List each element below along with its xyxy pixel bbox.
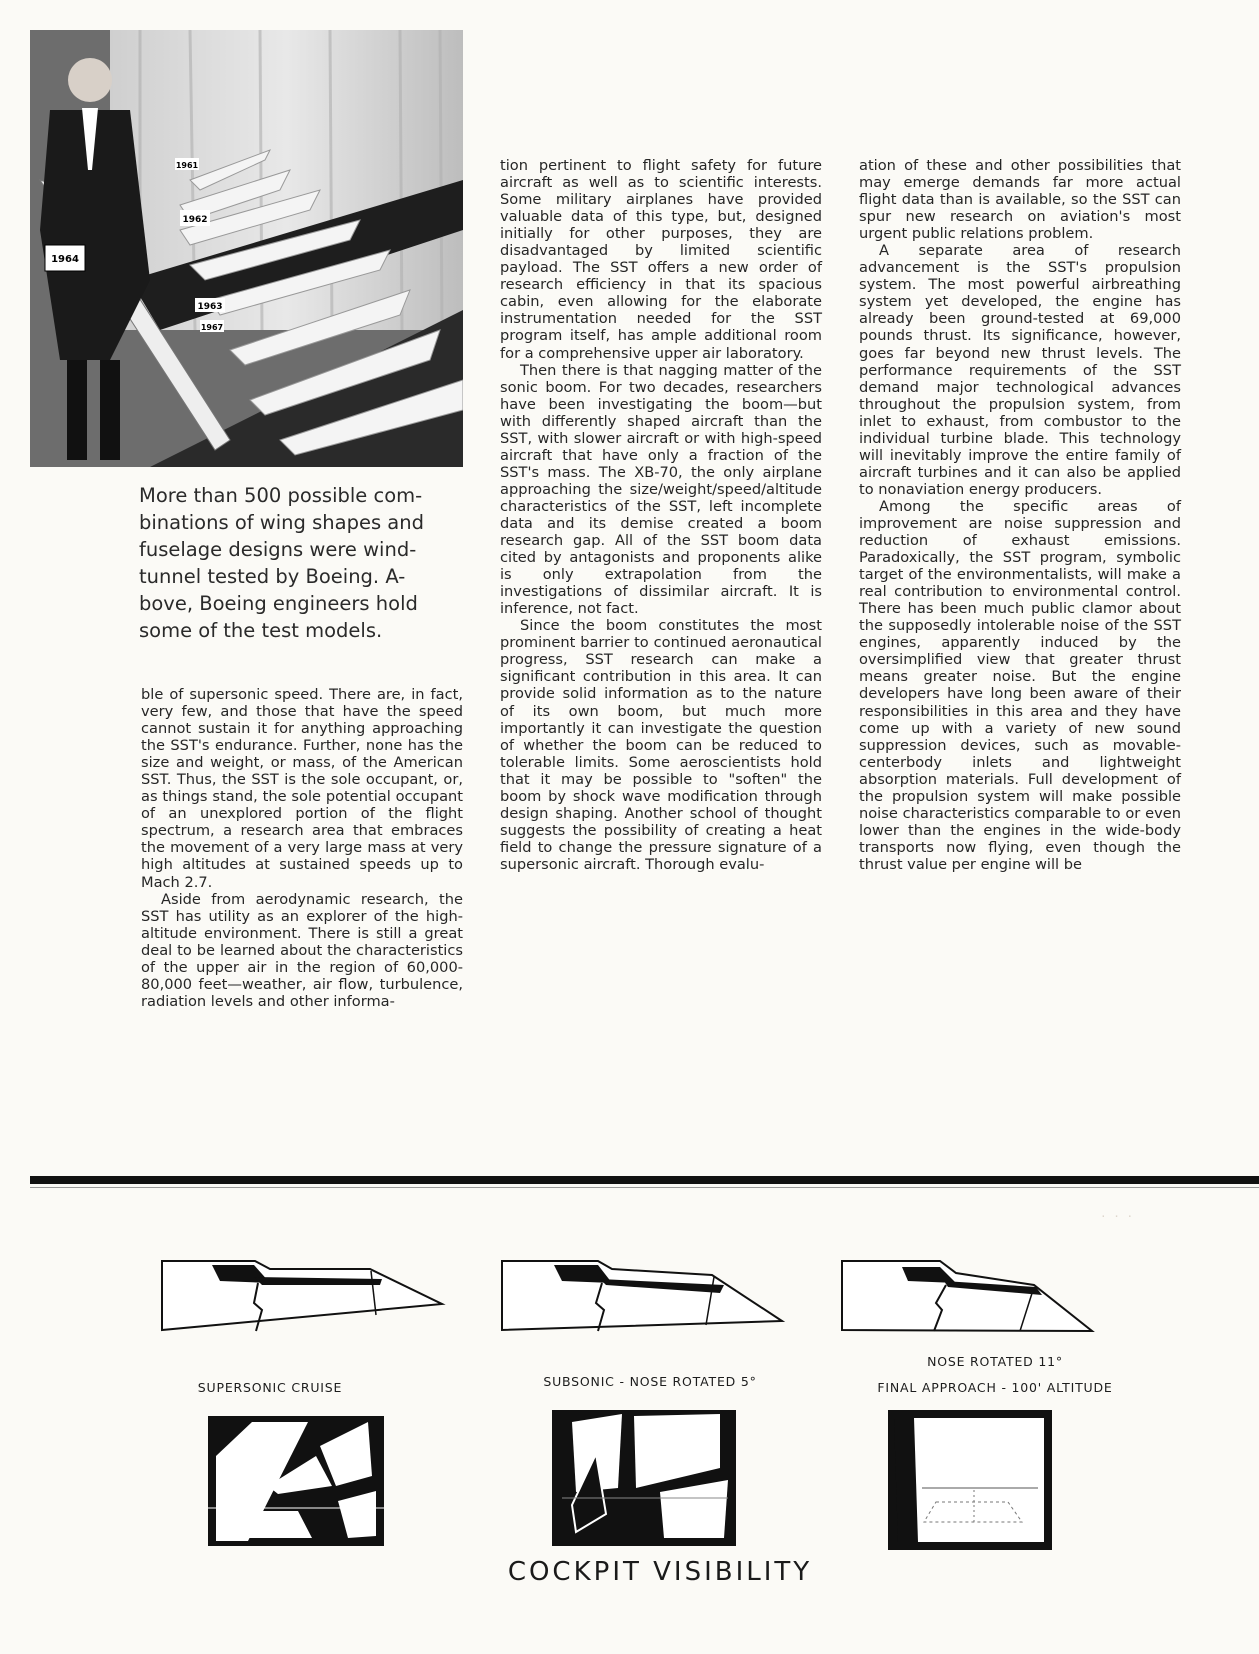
bleed-through: · · · bbox=[1100, 1210, 1134, 1223]
paragraph: tion pertinent to flight safety for future aircraft as well as to scientific interests. Some military airplanes have provided valuable data of this type, but, designed initially for other purposes, they are disadvantaged by limited scientific payload. The SST offers a new order of research efficiency in that its spacious cabin, even allowing for the elaborate instrumentation needed for the SST program itself, has ample additional room for a comprehensive upper air laboratory. bbox=[500, 157, 822, 362]
cockpit-view-supersonic bbox=[208, 1416, 384, 1546]
photo-caption bbox=[139, 482, 451, 644]
label-supersonic-cruise: SUPERSONIC CRUISE bbox=[197, 1380, 343, 1395]
year-tag: 1964 bbox=[51, 254, 79, 265]
paragraph: ble of supersonic speed. There are, in fact, very few, and those that have the speed cannot sustain it for anything approaching the SST's endurance. Further, none has the size and weight, or mass, of the American SST. Thus, the SST is the sole occupant, or, as things stand, the sole potential occupant of an unexplored portion of the flight spectrum, a research area that embraces the movement of a very large mass at very high altitudes at sustained speeds up to Mach 2.7. bbox=[141, 686, 463, 891]
caption-line: bove, Boeing engineers hold bbox=[139, 592, 418, 615]
paragraph: Since the boom constitutes the most prominent barrier to continued aeronautical progress, SST research can make a significant contribution in this area. It can provide solid information as to the nature of its own boom, but much more importantly it can investigate the question of whether the boom can be reduced to tolerable limits. Some aeroscientists hold that it may be possible to "soften" the boom by shock wave modification through design shaping. Another school of thought suggests the possibility of creating a heat field to change the pressure signature of a supersonic aircraft. Thorough evalu- bbox=[500, 617, 822, 873]
article-column-1 bbox=[141, 686, 463, 1010]
cockpit-view-final-approach bbox=[888, 1410, 1052, 1550]
test-models-photo bbox=[30, 30, 463, 467]
article-column-2 bbox=[500, 157, 822, 873]
caption-line: More than 500 possible com- bbox=[139, 484, 423, 507]
nose-profile-final-approach bbox=[830, 1255, 1130, 1340]
label-subsonic: SUBSONIC - NOSE ROTATED 5° bbox=[543, 1374, 757, 1389]
photo-illustration bbox=[30, 30, 463, 467]
year-tag: 1962 bbox=[182, 215, 208, 225]
caption-line: tunnel tested by Boeing. A- bbox=[139, 565, 406, 588]
article-column-3 bbox=[859, 157, 1181, 873]
year-tag: 1961 bbox=[175, 161, 199, 170]
caption-line: binations of wing shapes and bbox=[139, 511, 424, 534]
section-divider-thin bbox=[30, 1187, 1259, 1188]
paragraph: Among the specific areas of improvement are noise suppression and reduction of exhaust emissions. Paradoxically, the SST program, symbolic target of the environmentalists, will make a real contribution to environmental control. There has been much public clamor about the supposedly intolerable noise of the SST engines, apparently induced by the oversimplified view that greater thrust means greater noise. But the engine developers have long been aware of their responsibilities in this area and they have come up with a variety of new sound suppression devices, such as movable-centerbody inlets and lightweight absorption materials. Full development of the propulsion system will make possible noise characteristics comparable to or even lower than the engines in the wide-body transports now flying, even though the thrust value per engine will be bbox=[859, 497, 1181, 873]
figure-title: COCKPIT VISIBILITY bbox=[507, 1557, 813, 1587]
cockpit-view-subsonic bbox=[552, 1410, 736, 1546]
nose-profile-supersonic bbox=[150, 1255, 450, 1340]
paragraph: Then there is that nagging matter of the sonic boom. For two decades, researchers have been investigating the boom—but with differently shaped aircraft than the SST, with slower aircraft or with high-speed aircraft that have only a fraction of the SST's mass. The XB-70, the only airplane approaching the size/weight/speed/altitude characteristics of the SST, left incomplete data and its demise created a boom research gap. All of the SST boom data cited by antagonists and proponents alike is only extrapolation from the investigations of dissimilar aircraft. It is inference, not fact. bbox=[500, 361, 822, 618]
label-final-approach: FINAL APPROACH - 100' ALTITUDE bbox=[877, 1380, 1113, 1395]
year-tag: 1967 bbox=[200, 323, 224, 332]
caption-line: some of the test models. bbox=[139, 619, 383, 642]
year-tag: 1963 bbox=[197, 302, 223, 312]
paragraph: Aside from aerodynamic research, the SST has utility as an explorer of the high-altitude environment. There is still a great deal to be learned about the characteristics of the upper air in the region of 60,000-80,000 feet—weather, air flow, turbulence, radiation levels and other informa- bbox=[141, 890, 463, 1010]
paragraph: ation of these and other possibilities that may emerge demands far more actual flight data than is available, so the SST can spur new research on aviation's most urgent public relations problem. bbox=[859, 157, 1181, 243]
paragraph: A separate area of research advancement is the SST's propulsion system. The most powerful airbreathing system yet developed, the engine has already been ground-tested at 69,000 pounds thrust. Its significance, however, goes far beyond new thrust levels. The performance requirements of the SST demand major technological advances throughout the propulsion system, from inlet to exhaust, from combustor to the individual turbine blade. This technology will inevitably improve the entire family of aircraft turbines and it can also be applied to nonaviation energy producers. bbox=[859, 242, 1181, 498]
nose-profile-subsonic bbox=[490, 1255, 790, 1340]
label-nose-rotated-11: NOSE ROTATED 11° bbox=[927, 1354, 1063, 1369]
caption-line: fuselage designs were wind- bbox=[139, 538, 417, 561]
section-divider bbox=[30, 1176, 1259, 1184]
